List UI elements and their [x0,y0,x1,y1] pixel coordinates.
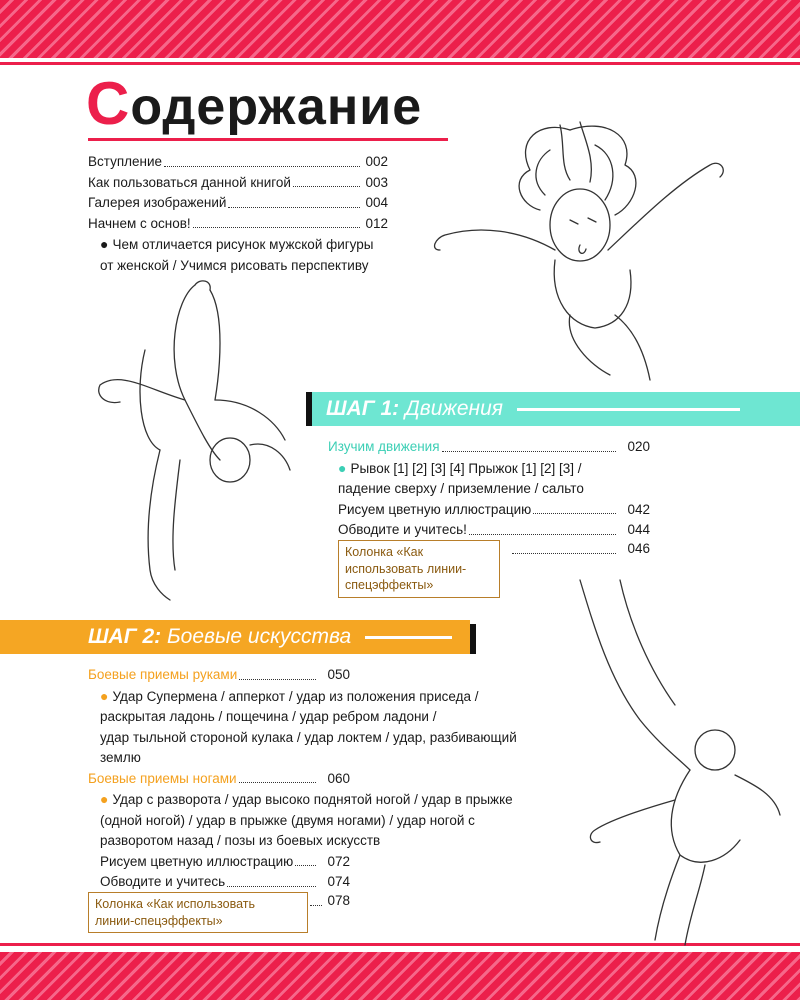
toc-label: Рисуем цветную иллюстрацию [338,501,532,517]
sub-text: Чем отличается рисунок мужской фигуры [112,237,374,252]
toc-page: 060 [327,770,350,786]
box-text: использовать линии- [345,561,467,576]
step2-sub-line: удар тыльной стороной кулака / удар локтем / удар, разбивающий [100,729,517,745]
toc-row[interactable] [88,173,388,194]
toc-page: 002 [365,154,388,169]
toc-row[interactable] [88,152,388,173]
intro-sub-line: от женской / Учимся рисовать перспективу [100,257,369,273]
page-title [86,70,423,137]
top-stripe [0,0,800,58]
toc-page: 046 [627,541,650,556]
banner-dash [517,408,740,411]
step2-banner-edge [470,624,476,654]
toc-row[interactable] [310,891,350,912]
toc-section-label: Боевые приемы руками [88,667,238,682]
toc-row[interactable] [88,852,350,873]
toc-label: Галерея изображений [88,195,227,210]
box-text: линии-спецэффекты» [95,913,223,928]
step2-banner [0,620,470,654]
step1-column-row [510,539,650,560]
toc-row[interactable] [88,872,350,893]
step1-name: Движения [404,397,503,420]
sub-text: Удар Супермена / апперкот / удар из положения приседа / [112,688,479,704]
step2-column-box[interactable] [88,892,308,933]
toc-page: 042 [627,501,650,517]
toc-row[interactable] [88,193,388,214]
banner-dash [365,636,452,639]
toc-page: 072 [327,853,350,869]
title-underline [88,138,448,141]
bullet-icon: ● [100,236,109,252]
step2-sub-line: раскрытая ладонь / пощечина / удар ребром ладони / [100,709,437,724]
toc-row[interactable] [510,539,650,560]
toc-label: Начнем с основ! [88,215,191,231]
toc-label: Обводите и учитесь! [338,522,467,537]
toc-row[interactable] [88,769,350,790]
title-initial: С [86,70,131,137]
toc-page: 078 [327,893,350,908]
box-text: Колонка «Как [345,545,424,559]
toc-page: 074 [327,874,350,889]
toc-section-label: Боевые приемы ногами [88,770,237,786]
toc-row[interactable] [328,437,650,458]
step2-sub-line: разворотом назад / позы из боевых искусств [100,833,381,848]
bullet-icon: ● [100,687,109,704]
toc-page: 012 [365,215,388,231]
bullet-icon: ● [100,791,109,807]
toc-section-label: Изучим движения [328,439,440,454]
bottom-stripe [0,952,800,1000]
step1-column-box[interactable] [338,540,500,598]
step1-list [328,437,650,541]
box-text: спецэффекты» [345,578,434,592]
step1-label: ШАГ 1: [326,397,400,420]
step2-sub-line: (одной ногой) / удар в прыжке (двумя ногами) / удар ногой с [100,812,475,828]
intro-sub-line [88,234,388,256]
box-text: Колонка «Как использовать [95,897,255,911]
step2-sub-line [88,686,568,708]
toc-page: 004 [365,195,388,210]
high-kick-illustration [540,570,800,950]
step2-column-row [310,891,350,912]
bridge-pose-illustration [90,270,310,610]
toc-label: Вступление [88,154,163,169]
bullet-icon: ● [338,459,347,476]
sub-text: Удар с разворота / удар высоко поднятой ногой / удар в прыжке [112,792,513,807]
step1-banner [312,392,800,426]
step1-sub-line [328,458,650,480]
toc-page: 020 [627,439,650,454]
jumping-figure-illustration [420,110,750,390]
step2-list [88,665,568,893]
top-rule [0,62,800,65]
toc-page: 050 [327,667,350,682]
intro-list [88,152,388,276]
step1-sub-line: падение сверху / приземление / сальто [338,481,584,496]
toc-label: Обводите и учитесь [100,874,226,889]
step2-sub-line: землю [100,750,141,765]
step2-sub-line [88,789,568,811]
step2-name: Боевые искусства [166,625,352,648]
step2-label: ШАГ 2: [88,625,162,648]
toc-page: 003 [365,174,388,190]
toc-row[interactable] [88,665,350,686]
toc-row[interactable] [88,214,388,235]
toc-row[interactable] [328,520,650,541]
sub-text: Рывок [1] [2] [3] [4] Прыжок [1] [2] [3] / [350,460,582,476]
title-rest: одержание [130,78,423,136]
toc-page: 044 [627,522,650,537]
toc-label: Рисуем цветную иллюстрацию [100,853,294,869]
toc-label: Как пользоваться данной книгой [88,174,291,190]
toc-row[interactable] [328,500,650,521]
